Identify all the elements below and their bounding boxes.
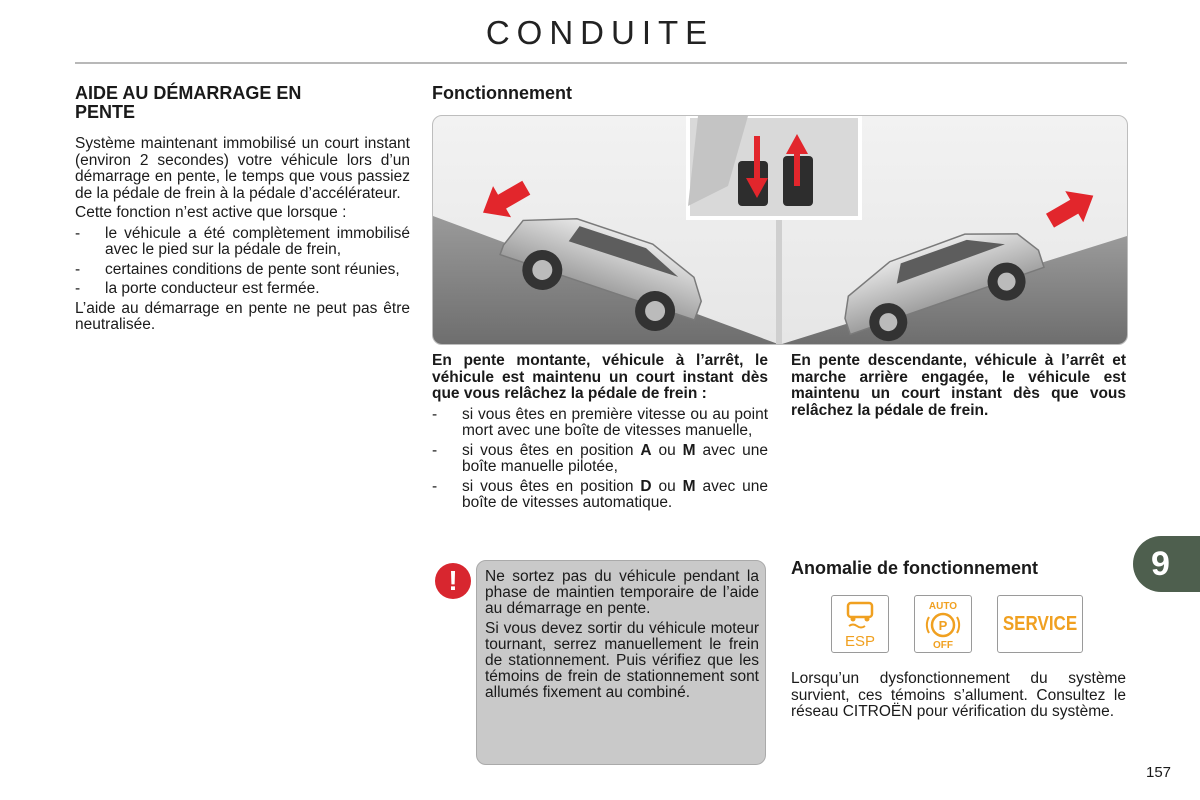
- list-item: - si vous êtes en position A ou M avec une boîte manuelle pilotée,: [432, 443, 768, 476]
- anomaly-heading: Anomalie de fonctionnement: [791, 558, 1039, 578]
- service-label: SERVICE: [1002, 612, 1078, 635]
- illustration-svg: [433, 116, 1127, 344]
- svg-text:AUTO: AUTO: [928, 601, 958, 612]
- condition-intro: Cette fonction n’est active que lorsque :: [75, 204, 347, 221]
- list-item: - si vous êtes en première vitesse ou au point mort avec une boîte de vitesses manuelle,: [432, 407, 768, 440]
- warning-icon: !: [435, 563, 471, 599]
- section-heading: AIDE AU DÉMARRAGE EN PENTE: [75, 83, 302, 122]
- uphill-title: En pente montante, véhicule à l’arrêt, le véhicule est maintenu un court instant dès que vous relâchez la pédale de frein :: [432, 352, 768, 402]
- list-item: - si vous êtes en position D ou M avec une boîte de vitesses automatique.: [432, 479, 768, 512]
- hill-start-illustration: [432, 115, 1128, 345]
- esp-icon: [835, 598, 885, 650]
- condition-list: [75, 226, 410, 298]
- subsection-heading: Fonctionnement: [432, 83, 572, 103]
- pedal-inset: [688, 116, 860, 218]
- downhill-title: En pente descendante, véhicule à l’arrêt et marche arrière engagée, le véhicule est maintenu un court instant dès que vous relâchez la pédale de frein.: [791, 352, 1126, 419]
- list-item: - la porte conducteur est fermée.: [75, 281, 410, 298]
- service-warning-lamp: [997, 595, 1083, 653]
- red-arrow-right-icon: [1041, 180, 1102, 236]
- auto-p-off-icon: [916, 597, 970, 651]
- chapter-tab: 9: [1133, 536, 1200, 592]
- svg-text:OFF: OFF: [933, 640, 953, 651]
- list-item: - le véhicule a été complètement immobilisé avec le pied sur la pédale de frein,: [75, 226, 410, 259]
- warning-paragraph: Si vous devez sortir du véhicule moteur tournant, serrez manuellement le frein de stationnement. Puis vérifiez que les témoins de frein de stationnement sont allumés fixement au combiné.: [485, 620, 759, 701]
- left-column: [75, 84, 410, 334]
- esp-warning-lamp: [831, 595, 889, 653]
- warning-box: [476, 560, 766, 765]
- svg-text:P: P: [938, 618, 948, 633]
- uphill-section: [432, 353, 768, 515]
- anomaly-paragraph: Lorsqu’un dysfonctionnement du système survient, ces témoins s’allument. Consultez le réseau CITROËN pour vérification du système.: [791, 670, 1126, 720]
- uphill-list: [432, 407, 768, 512]
- page-number: 157: [1146, 764, 1172, 781]
- title-divider: [75, 62, 1127, 64]
- auto-parking-brake-lamp: [914, 595, 972, 653]
- warning-paragraph: Ne sortez pas du véhicule pendant la phase de maintien temporaire de l’aide au démarrage en pente.: [485, 568, 759, 617]
- list-item: - certaines conditions de pente sont réunies,: [75, 262, 410, 279]
- page-title: CONDUITE: [485, 14, 715, 51]
- intro-paragraph: Système maintenant immobilisé un court instant (environ 2 secondes) votre véhicule lors d’un démarrage en pente, le temps que vous passiez de la pédale de frein à la pédale d’accélérateur.: [75, 135, 410, 202]
- svg-text:ESP: ESP: [844, 633, 876, 650]
- note-paragraph: L’aide au démarrage en pente ne peut pas être neutralisée.: [75, 299, 410, 333]
